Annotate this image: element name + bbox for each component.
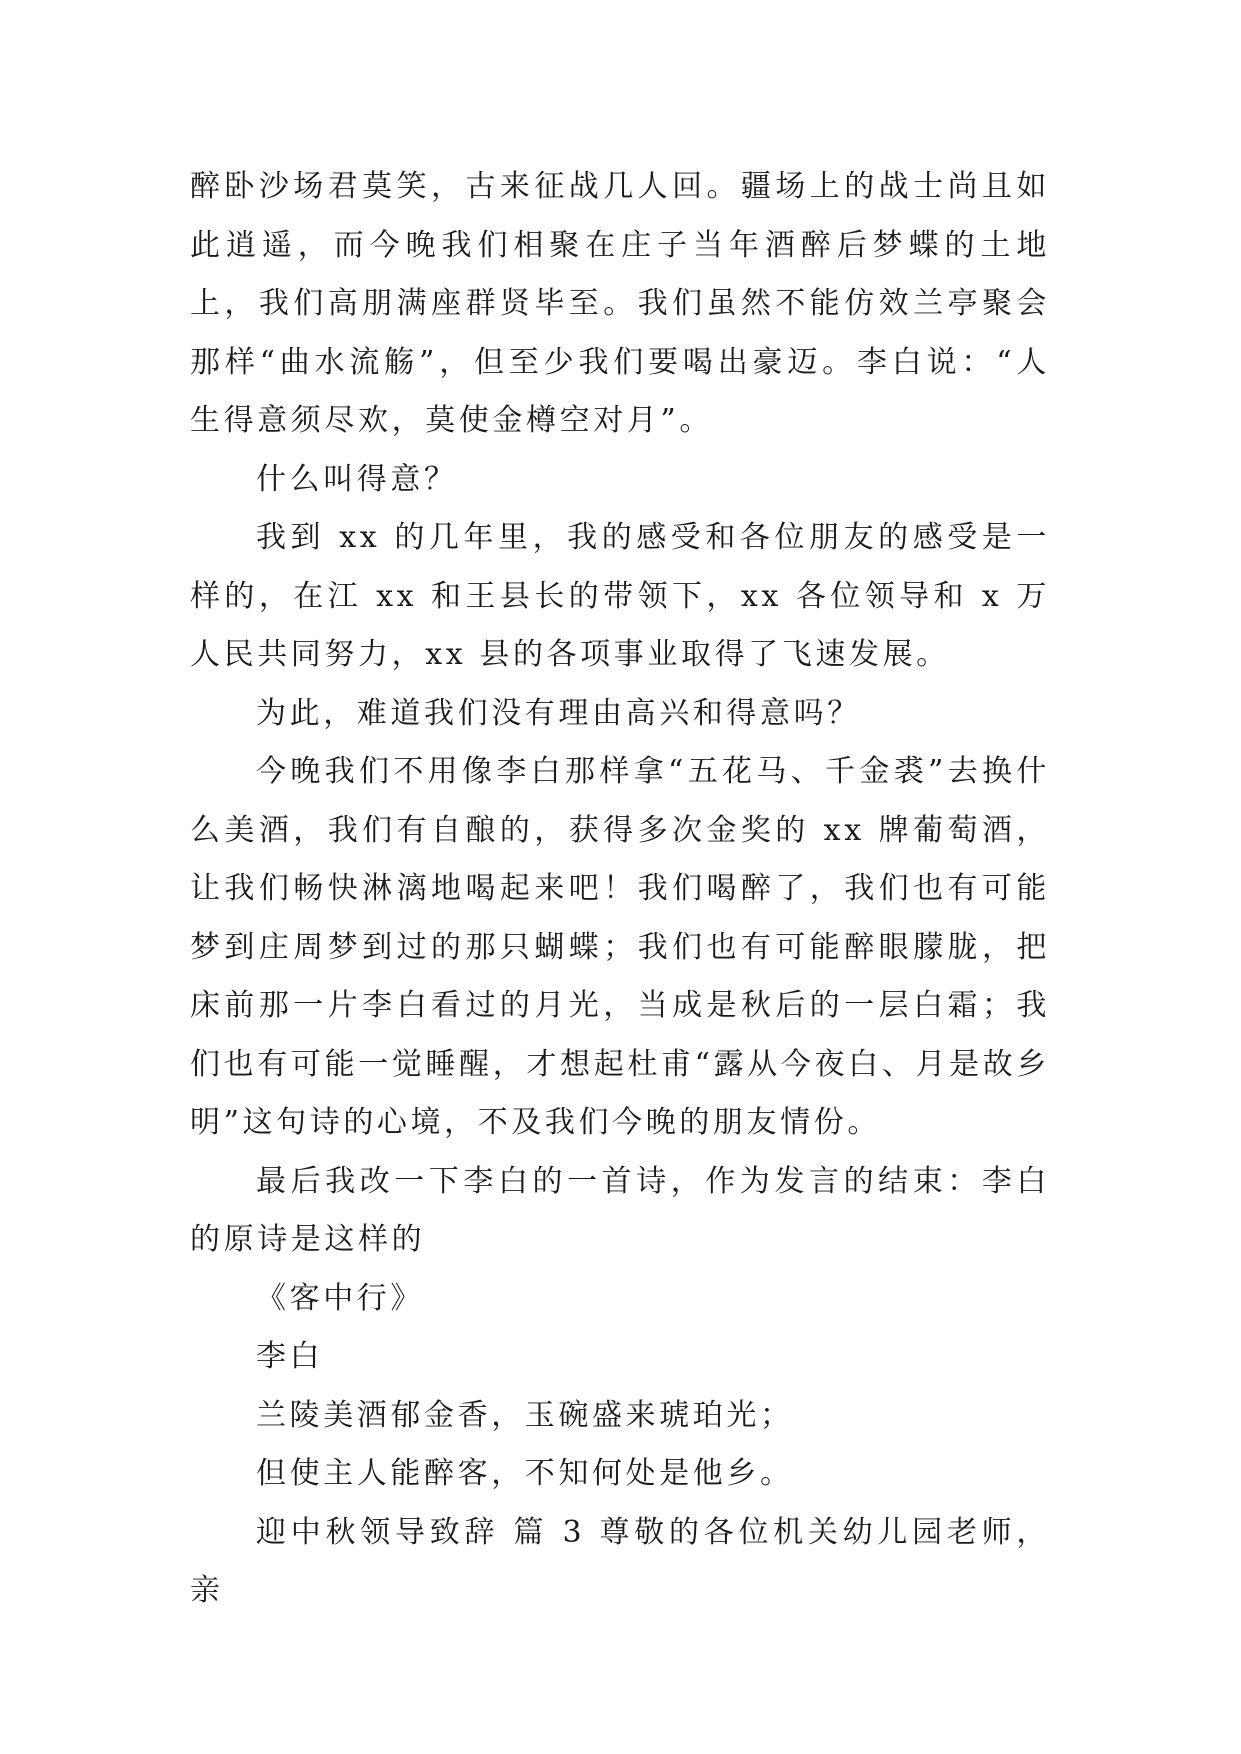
poem-line-2: 但使主人能醉客，不知何处是他乡。	[256, 1456, 794, 1491]
poem-author: 李白	[256, 1339, 324, 1374]
paragraph-1: 醉卧沙场君莫笑，古来征战几人回。疆场上的战士尚且如此逍遥，而今晚我们相聚在庄子当年酒醉后梦蝶的土地上，我们高朋满座群贤毕至。我们虽然不能仿效兰亭聚会那样“曲水流觞”，但至少我们要喝出豪迈。李白说：“人生得意须尽欢，莫使金樽空对月”。	[190, 169, 1050, 438]
paragraph-2: 什么叫得意？	[256, 461, 458, 497]
poem-title: 《客中行》	[256, 1280, 424, 1316]
document-page	[190, 158, 1050, 1621]
paragraph-6: 最后我改一下李白的一首诗，作为发言的结束：李白的原诗是这样的	[190, 1163, 1050, 1257]
paragraph-4: 为此，难道我们没有理由高兴和得意吗？	[256, 695, 861, 731]
paragraph-section-heading: 迎中秋领导致辞 篇 3 尊敬的各位机关幼儿园老师，亲	[190, 1514, 1050, 1608]
paragraph-5: 今晚我们不用像李白那样拿“五花马、千金裘”去换什么美酒，我们有自酿的，获得多次金奖的 xx 牌葡萄酒，让我们畅快淋漓地喝起来吧！我们喝醉了，我们也有可能梦到庄周梦到过的那只蝴蝶；我们也有可能醉眼朦胧，把床前那一片李白看过的月光，当成是秋后的一层白霜；我们也有可能一觉睡醒，才想起杜甫“露从今夜白、月是故乡明”这句诗的心境，不及我们今晚的朋友情份。	[190, 754, 1050, 1140]
poem-line-1: 兰陵美酒郁金香，玉碗盛来琥珀光；	[256, 1397, 794, 1433]
paragraph-3: 我到 xx 的几年里，我的感受和各位朋友的感受是一样的，在江 xx 和王县长的带领下，xx 各位领导和 x 万人民共同努力，xx 县的各项事业取得了飞速发展。	[190, 520, 1050, 672]
